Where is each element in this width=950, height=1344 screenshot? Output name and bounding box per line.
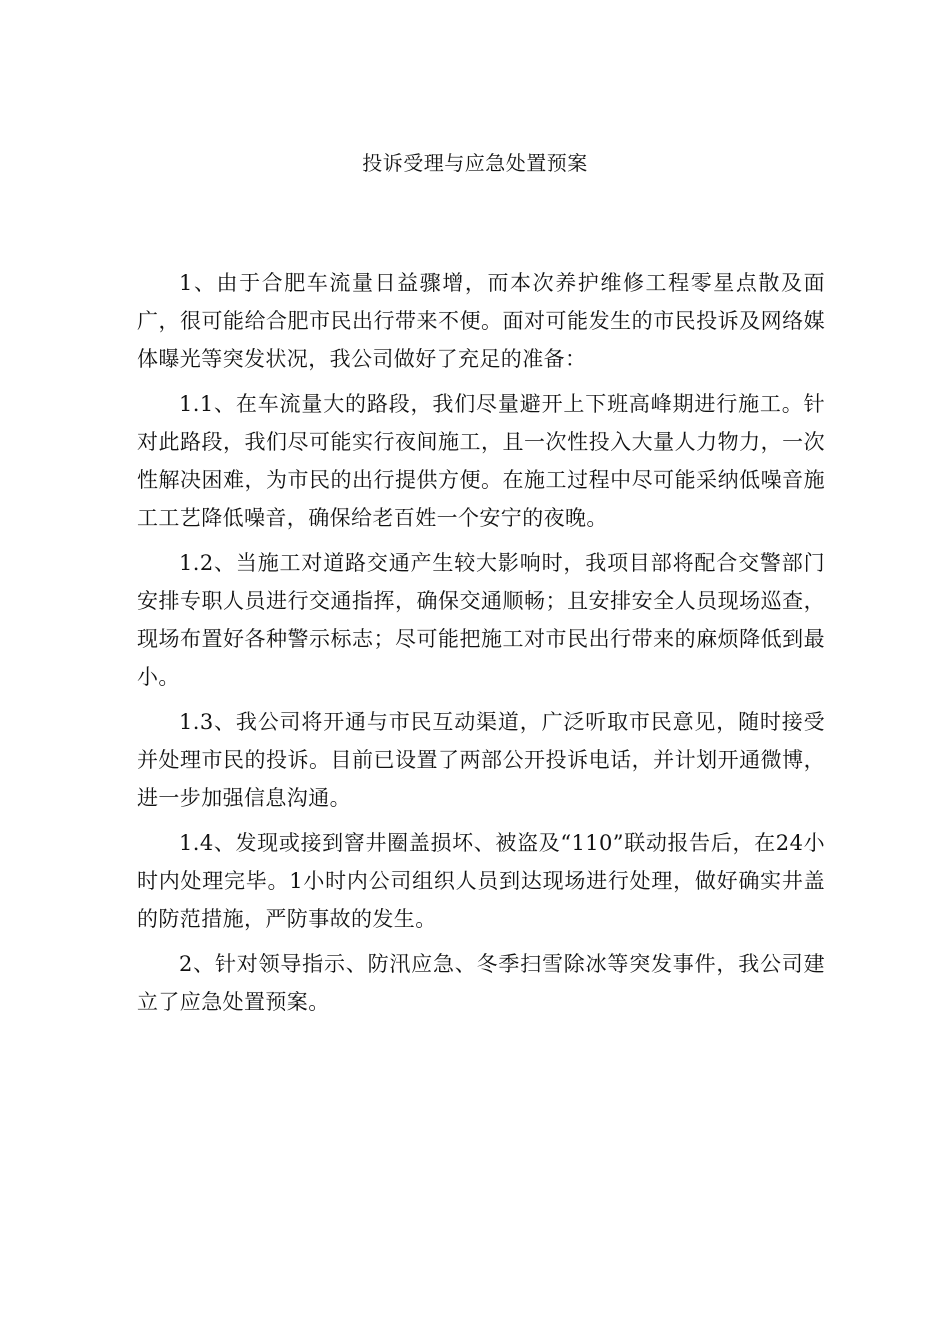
paragraph-1-3: 1.3、我公司将开通与市民互动渠道，广泛听取市民意见，随时接受并处理市民的投诉。目前已设置了两部公开投诉电话，并计划开通微博，进一步加强信息沟通。	[137, 710, 825, 810]
paragraph-1: 1、由于合肥车流量日益骤增，而本次养护维修工程零星点散及面广，很可能给合肥市民出行带来不便。面对可能发生的市民投诉及网络媒体曝光等突发状况，我公司做好了充足的准备：	[137, 271, 825, 371]
paragraph-2: 2、针对领导指示、防汛应急、冬季扫雪除冰等突发事件，我公司建立了应急处置预案。	[137, 952, 825, 1014]
paragraph-1-1: 1.1、在车流量大的路段，我们尽量避开上下班高峰期进行施工。针对此路段，我们尽可能实行夜间施工，且一次性投入大量人力物力，一次性解决困难，为市民的出行提供方便。在施工过程中尽可能采纳低噪音施工工艺降低噪音，确保给老百姓一个安宁的夜晚。	[137, 392, 825, 530]
paragraph-1-4: 1.4、发现或接到窨井圈盖损坏、被盗及“110”联动报告后，在24小时内处理完毕。1小时内公司组织人员到达现场进行处理，做好确实井盖的防范措施，严防事故的发生。	[137, 831, 825, 931]
paragraph-1-2: 1.2、当施工对道路交通产生较大影响时，我项目部将配合交警部门安排专职人员进行交通指挥，确保交通顺畅；且安排安全人员现场巡查，现场布置好各种警示标志；尽可能把施工对市民出行带来的麻烦降低到最小。	[137, 551, 825, 689]
document-body	[137, 264, 825, 1021]
document-title: 投诉受理与应急处置预案	[362, 151, 588, 175]
